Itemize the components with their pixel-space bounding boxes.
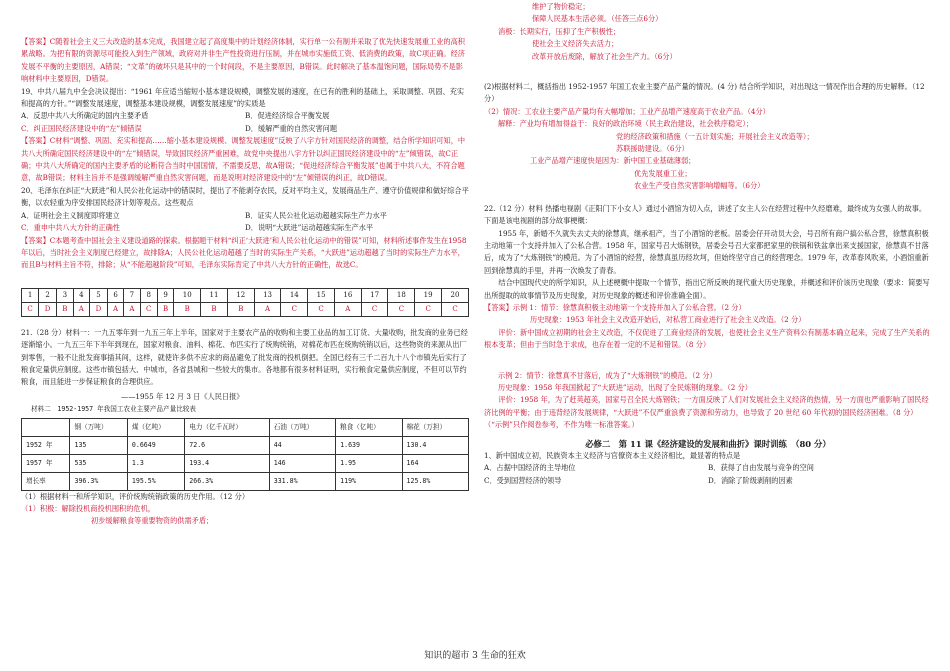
production-table-row (22, 436, 469, 454)
question-22-story: 1955 年，新婚不久就失去丈夫的徐慧真，继承祖产，当了小酒馆的老板。居委会仔开动员大会，号召所有商户搞公私合营，徐慧真积极主动地第一个支持并加入了公私合营。1958 年，国家号召大炼钢铁，居委会号召大家都把家里的铁锅和铁盆拿出来支援国家，徐慧真不甘落后，成为了“大炼钢铁”的模范。为了小酒馆的经营，徐慧真虽历经坎坷，但始终坚守自己的经营理念。1979 年，改革春风吹来，小酒馆重新回到徐慧真的手里，并再一次焕发了青春。 (484, 228, 929, 275)
production-cell: 0.6649 (127, 436, 184, 454)
question-19-options-row2 (21, 123, 469, 135)
answer-key-row (22, 302, 469, 316)
answer-key-cell: C (388, 302, 415, 316)
question-20-stem: 20、毛泽东在纠正“大跃进”和人民公社化运动中的错误时，提出了不能剥夺农民，反对平均主义，发展商品生产、遵守价值规律和做好综合平衡，以农轻重为序安排国民经济计划等观点。这些观点 (21, 185, 469, 208)
answer-key-table (21, 288, 469, 317)
answer-21-2-explain: 解释：产业均有增加得益于：良好的政治环境（民主政治建设，社会秩序稳定）； (498, 119, 754, 129)
answer-22-example1-phenomenon: 历史现象：1953 年社会主义改造开始后，对私营工商业进行了社会主义改造。（2 分） (530, 315, 806, 325)
question-21-material1: 21.（28 分）材料一：一九五零年到一九五三年上半年，国家对于主要农产品的收购和主要工业品的加工订货、大量收购，批发商的业务已经逐渐缩小。一九五三年下半年到现在，国家对粮食、油料、棉花、布匹实行了统购统销，对棉花布匹在统购统销以后，这些物资的来源从出厂到零售，一般不让批发商事插其间，这样，就使许多供不应求的商品避免了批发商的投机倒把。全国已经有三千二百九十八个市镇先后实行了粮食定量供应制度。这些市镇包括大、中城市，各省县城和一些较大的集市。各地都有很多材料证明，实行粮食定量供应制度，不但可以节约粮食，而且能进一步保证粮食的合理供应。 (21, 327, 468, 387)
production-table (21, 418, 469, 491)
question-22-task: 结合中国现代史的所学知识，从上述梗概中提取一个情节，指出它所反映的现代重大历史现象，并概述和评价该历史现象（要求：简要写出所提取的故事情节及历史现象，对历史现象的概述和评价准确全面）。 (484, 278, 930, 300)
answer-key-cell: C (361, 302, 388, 316)
answer-22-example1-plot: 【答案】示例 1：情节：徐慧真积极主动地第一个支持并加入了公私合营。（2 分） (484, 302, 746, 312)
answer-key-cell: A (73, 302, 89, 316)
answer-number-cell: 13 (254, 288, 281, 302)
production-cell: 增长率 (22, 472, 70, 490)
answer-number-cell: 18 (388, 288, 415, 302)
production-table-row (22, 454, 469, 472)
page-footer: 知识的超市 3 生命的狂欢 (424, 651, 526, 661)
production-cell: 396.3% (70, 472, 127, 490)
lesson-q1-options-row2 (484, 475, 932, 487)
question-19-stem: 19、中共八届九中全会决议提出：“1961 年应适当缩短小基本建设规模，调整发展的速度，在已有的胜利的基础上，采取调整、巩固、充实和提高的方针。”“调整发展速度，调整基本建设规模，调整发展速度”的实质是 (21, 86, 465, 109)
production-cell: 44 (269, 436, 335, 454)
answer-21-2-industry-3: 农业生产受自然灾害影响增幅等。（6分） (634, 181, 765, 191)
answer-key-cell: A (107, 302, 123, 316)
answer-number-cell: 12 (227, 288, 254, 302)
production-header-cell: 粮食（亿吨） (336, 418, 402, 436)
answer-number-cell: 11 (201, 288, 228, 302)
answer-number-cell: 9 (157, 288, 174, 302)
answer-number-row (22, 288, 469, 302)
answer-key-cell: C (308, 302, 335, 316)
production-cell: 135 (70, 436, 127, 454)
answer-number-cell: 14 (281, 288, 308, 302)
answer-21-2-explain-2: 党的经济政策和措施（一五计划实施；开展社会主义改造等）； (616, 131, 814, 141)
production-cell: 72.6 (185, 436, 269, 454)
question-21-sub1: （1）根据材料一和所学知识，评价统购统销政策的历史作用。（12 分） (21, 491, 250, 501)
answer-21-1-negative: 消极：长期实行，压抑了生产积极性； (498, 26, 621, 36)
option-d: D．说明“大跃进”运动超越实际生产水平 (245, 223, 374, 233)
answer-number-cell: 8 (140, 288, 157, 302)
production-cell: 125.8% (402, 472, 468, 490)
production-cell: 266.3% (185, 472, 269, 490)
answer-21-1-positive-cont: 初步缓解粮食等重要物资的供需矛盾； (91, 516, 214, 526)
answer-key-cell: C (281, 302, 308, 316)
production-table-row (22, 472, 469, 490)
answer-key-cell: D (39, 302, 57, 316)
production-table-header (22, 418, 469, 436)
answer-number-cell: 1 (22, 288, 39, 302)
production-header-cell (22, 418, 70, 436)
question-21-sub2: (2)根据材料二，概括指出 1952-1957 年国工农业主要产品产量的情况。(4 分) 结合所学知识，对出现这一情况作出合理的历史解释。（12 分） (484, 82, 925, 104)
question-20-options-row2 (21, 222, 469, 234)
answer-key-cell: B (201, 302, 228, 316)
answer-22-example1-evaluation: 评价：新中国成立初期的社会主义改造，不仅促进了工商业经济的发展，也使社会主义生产资料公有制基本确立起来，完成了生产关系的根本变革；但由于当时急于求成，也存在着一定的不足和错误。（8 分） (484, 327, 930, 350)
lesson-q1-stem: 1、新中国成立初，民族资本主义经济与官僚资本主义经济相比，最显著的特点是 (484, 451, 741, 460)
production-header-cell: 煤（亿吨） (127, 418, 184, 436)
answer-21-2-industry: 工业产品增产速度快是因为：新中国工业基础薄弱； (530, 156, 696, 166)
answer-key-cell: C (415, 302, 442, 316)
option-c: C．重申中共八大方针的正确性 (21, 223, 120, 233)
answer-22-example2-plot: 示例 2：情节：徐慧真不甘落后，成为了“大炼钢铁”的模范。（2 分） (498, 370, 717, 380)
option-d: D．消除了阶级剥削的因素 (708, 475, 793, 485)
production-header-cell: 棉花（万担） (402, 418, 468, 436)
production-cell: 130.4 (402, 436, 468, 454)
answer-number-cell: 15 (308, 288, 335, 302)
answer-21-1-positive: （1）积极：解除投机商投机囤积的危机， (21, 503, 155, 513)
answer-number-cell: 6 (107, 288, 123, 302)
answer-key-cell: B (157, 302, 174, 316)
answer-22-example2-phenomenon: 历史现象：1958 年我国掀起了“大跃进”运动，出现了全民炼钢的现象。（2 分） (498, 382, 752, 392)
answer-key-cell: D (90, 302, 108, 316)
question-19-options-row1 (21, 110, 469, 122)
answer-21-2-industry-2: 优先发展重工业； (634, 168, 692, 178)
production-cell: 331.8% (269, 472, 335, 490)
production-header-cell: 电力（亿千瓦时） (185, 418, 269, 436)
production-header-cell: 石油（万吨） (269, 418, 335, 436)
answer-number-cell: 16 (334, 288, 361, 302)
answer-key-cell: A (124, 302, 140, 316)
answer-number-cell: 10 (174, 288, 201, 302)
option-b: B．获得了自由发展与竞争的空间 (708, 463, 814, 473)
question-22-stem: 22.（12 分）材料 热播电视剧《正阳门下小女人》通过小酒馆为切入点，讲述了女主人公在经营过程中久经磨难，最终成为女强人的故事。下面是该电视剧的部分故事梗概： (484, 203, 927, 226)
option-a: A．占据中国经济的主导地位 (484, 463, 576, 473)
production-cell: 193.4 (185, 454, 269, 472)
option-b: B．证实人民公社化运动超越实际生产力水平 (245, 210, 387, 220)
option-b: B．促进经济综合平衡发展 (245, 111, 330, 121)
lesson-title: 必修二 第 11 课《经济建设的发展和曲折》课时训练 （80 分） (585, 438, 831, 449)
left-column (21, 36, 469, 528)
answer-number-cell: 2 (39, 288, 57, 302)
production-cell: 119% (336, 472, 402, 490)
option-c: C．纠正国民经济建设中的“左”倾错误 (21, 123, 142, 133)
answer-key-cell: A (334, 302, 361, 316)
answer-q18: 【答案】C随着社会主义三大改造的基本完成，我国建立起了高度集中的计划经济体制，实行单一公有制并采取了优先快速发展重工业的高积累战略。为把有限的资源尽可能投入到生产领域，政府对并非生产性投资进行压制，并在城市实施低工资、低消费的政策，故C项正确。经济发展不平衡的主要原因，A错误；“文革”的破坏只是其中的一个时间段，不是主要原因，B错误。此时解决了基本温饱问题，国际局势不是影响材料中主要原因，D错误。 (21, 37, 465, 84)
answer-number-cell: 19 (415, 288, 442, 302)
question-20-options-row1 (21, 210, 469, 222)
answer-21-2-explain-3: 苏联援助建设。（6分） (616, 144, 689, 154)
option-c: C．受到国营经济的领导 (484, 475, 562, 485)
answer-key-cell: B (57, 302, 74, 316)
production-cell: 1.95 (336, 454, 402, 472)
material1-source: ——1955 年 12 月 3 日《人民日报》 (121, 391, 244, 401)
right-column (484, 2, 932, 487)
material2-caption: 材料二 1952-1957 年我国工农业主要产品产量比较表 (31, 405, 196, 414)
answer-q20: 【答案】C本题考查中国社会主义建设道路的探索。根据题干材料“纠正‘大跃进’和人民公社化运动中的错误”可知，材料所述事件发生在1958年以后，当时社会主义制度已经建立，故排除A；人民公社化运动超越了当时的实际生产关系，“大跃进”运动超越了当时的实际生产力水平，而且B与材料主旨不符，排除；从“不能超越阶段”可知，毛泽东实际肯定了中共八大方针的正确性，故选C。 (21, 235, 467, 270)
option-d: D．缓解严重的自然灾害问题 (245, 123, 338, 133)
answer-22-example2-evaluation: 评价：1958 年，为了赶英超美，国家号召全民大炼钢铁；一方面反映了人们对发展社会主义经济的热情，另一方面也严重影响了国民经济比例的平衡；由于违背经济发展规律，“大跃进”不仅严重浪费了资源和劳动力，也导致了 20 世纪 60 年代初的国民经济困难。（8 分） (484, 395, 929, 417)
production-cell: 1.3 (127, 454, 184, 472)
answer-number-cell: 3 (57, 288, 74, 302)
answer-21-1-r5: 改革开放后废除，解放了社会生产力。（6分） (532, 51, 677, 61)
option-a: A．反思中共八大所确定的国内主要矛盾 (21, 111, 149, 121)
production-cell: 146 (269, 454, 335, 472)
answer-number-cell: 4 (73, 288, 89, 302)
answer-21-2-situation: （2）情况：工农业主要产品产量均有大幅增加；工业产品增产速度高于农业产品。（4分） (484, 106, 770, 116)
answer-key-cell: C (140, 302, 157, 316)
answer-22-note: （“示例”只作阅卷参考，不作为唯一标准答案。） (484, 420, 639, 430)
answer-21-1-r2: 保障人民基本生活必须。（任答三点6分） (532, 14, 663, 24)
answer-key-cell: A (254, 302, 281, 316)
option-a: A．证明社会主义制度即将建立 (21, 210, 120, 220)
answer-key-cell: C (22, 302, 39, 316)
answer-number-cell: 20 (442, 288, 469, 302)
answer-number-cell: 17 (361, 288, 388, 302)
production-cell: 195.5% (127, 472, 184, 490)
production-cell: 1.639 (336, 436, 402, 454)
answer-number-cell: 7 (124, 288, 140, 302)
answer-key-cell: B (227, 302, 254, 316)
answer-number-cell: 5 (90, 288, 108, 302)
answer-21-1-r4: 使社会主义经济失去活力； (532, 39, 619, 49)
answer-key-cell: B (174, 302, 201, 316)
production-cell: 164 (402, 454, 468, 472)
production-cell: 535 (70, 454, 127, 472)
answer-key-cell: C (442, 302, 469, 316)
production-header-cell: 钢（万吨） (70, 418, 127, 436)
lesson-q1-options-row1 (484, 462, 932, 474)
production-cell: 1952 年 (22, 436, 70, 454)
production-cell: 1957 年 (22, 454, 70, 472)
answer-q19: 【答案】C材料“调整、巩固、充实和提高……缩小基本建设规模、调整发展速度”反映了八字方针对国民经济的调整，结合所学知识可知，中共八大所确定国民经济建设中的“左”倾错误，导致国民经济严重困难，故党中央提出八字方针以纠正国民经济建设中的“左”倾错误，故C正确；中共八大所确定的国内主要矛盾的论断符合当时中国国情，不需要反思，故A错误；“促进经济综合平衡发展”也属于中共八大，不符合题意，故B错误；材料主旨并不是强调缓解严重自然灾害问题，而是说明对经济建设中的“左”倾错误的纠正，故D错误。 (21, 136, 466, 183)
answer-21-1-r1: 维护了物价稳定； (532, 2, 590, 11)
